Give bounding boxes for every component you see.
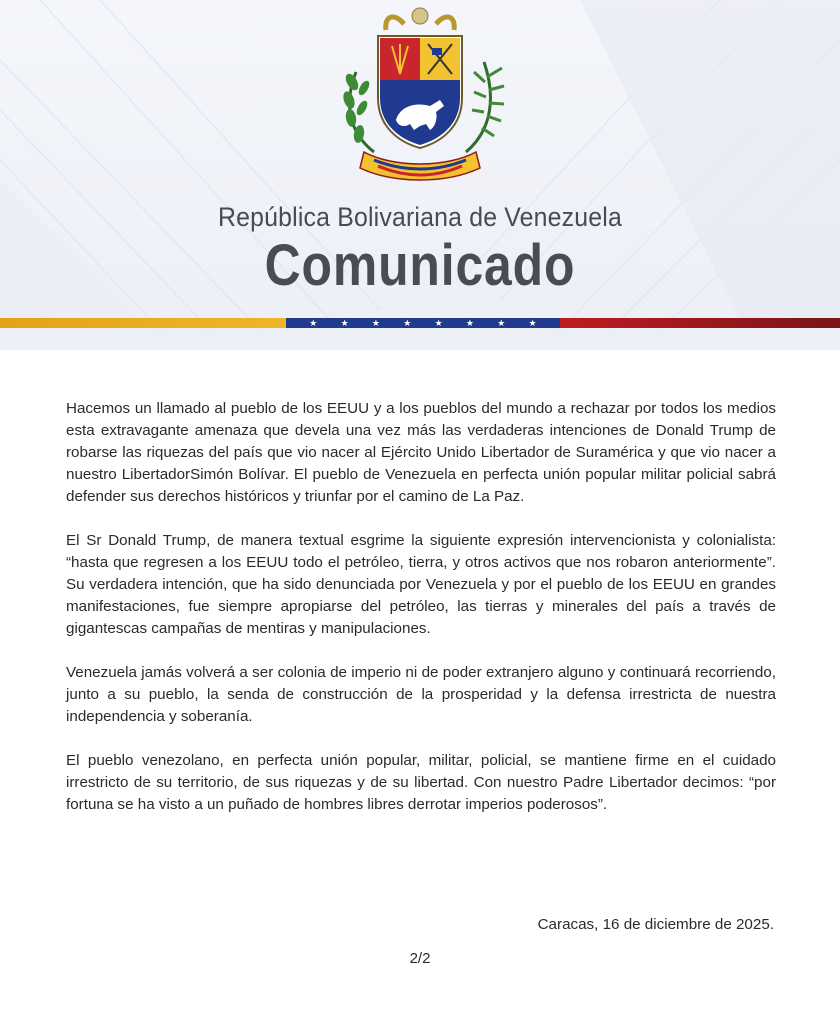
place-and-date: Caracas, 16 de diciembre de 2025.	[537, 916, 774, 933]
document-title: Comunicado	[264, 233, 576, 298]
star-icon: ★	[528, 318, 537, 328]
star-icon: ★	[434, 318, 443, 328]
page-number: 2/2	[409, 950, 431, 967]
statement-body	[66, 398, 776, 838]
star-icon: ★	[309, 318, 318, 328]
flag-stripe-red	[556, 318, 840, 328]
country-name: República Bolivariana de Venezuela	[218, 202, 622, 232]
paragraph: El Sr Donald Trump, de manera textual esgrime la siguiente expresión intervencionista y colonialista: “hasta que regresen a los EEUU todo el petróleo, tierra, y otros activos que nos robaron anteriormente”. Su verdadera intención, que ha sido denunciada por Venezuela y por el pueblo de los EEUU en grandes manifestaciones, fue siempre apropiarse del petróleo, las tierras y minerales del país a través de gigantescas campañas de mentiras y manipulaciones.	[66, 532, 776, 637]
star-icon: ★	[497, 318, 506, 328]
flag-stars	[286, 318, 560, 328]
star-icon: ★	[403, 318, 412, 328]
letterhead	[0, 0, 840, 350]
paragraph: El pueblo venezolano, en perfecta unión popular, militar, policial, se mantiene firme en el cuidado irrestricto de su territorio, de sus riquezas y de su libertad. Con nuestro Padre Libertador decimos: “por fortuna se ha visto a un puñado de hombres libres derrotar imperios poderosos”.	[66, 752, 776, 813]
star-icon: ★	[465, 318, 474, 328]
paragraph: Venezuela jamás volverá a ser colonia de imperio ni de poder extranjero alguno y continuará recorriendo, junto a su pueblo, la senda de construcción de la prosperidad y la defensa irrestricta de nuestra independencia y soberanía.	[66, 664, 776, 725]
star-icon: ★	[371, 318, 380, 328]
flag-stripe-yellow	[0, 318, 290, 328]
star-icon: ★	[340, 318, 349, 328]
coat-of-arms-icon	[334, 2, 506, 194]
paragraph: Hacemos un llamado al pueblo de los EEUU y a los pueblos del mundo a rechazar por todos los medios esta extravagante amenaza que devela una vez más las verdaderas intenciones de Donald Trump de robarse las riquezas del país que vio nacer al Ejército Unido Libertador de Suramérica y que vio nacer a nuestro LibertadorSimón Bolívar. El pueblo de Venezuela en perfecta unión popular militar policial sabrá defender sus derechos históricos y triunfar por el camino de La Paz.	[66, 400, 776, 505]
